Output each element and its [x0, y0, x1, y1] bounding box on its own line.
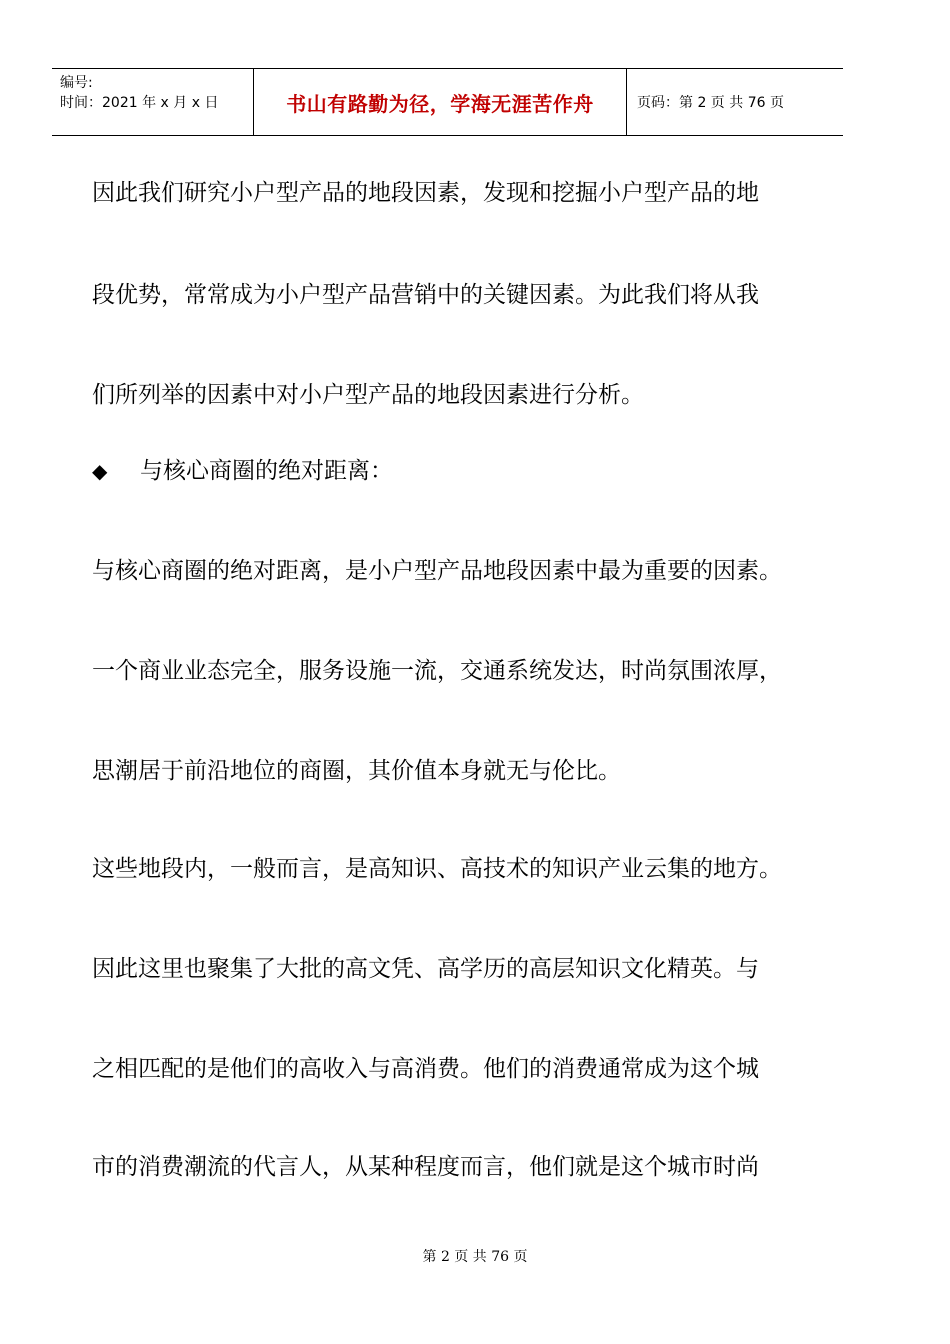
time-label: 时间：2021 年 x 月 x 日 — [60, 95, 219, 111]
diamond-bullet-icon: ◆ — [92, 459, 108, 483]
header-table — [52, 68, 843, 136]
number-label: 编号: — [60, 75, 93, 91]
body-line: 段优势，常常成为小户型产品营销中的关键因素。为此我们将从我 — [92, 282, 759, 308]
body-line: 一个商业业态完全，服务设施一流，交通系统发达，时尚氛围浓厚， — [92, 658, 782, 684]
body-line: 因此我们研究小户型产品的地段因素，发现和挖掘小户型产品的地 — [92, 180, 759, 206]
header-page-info: 页码：第 2 页 共 76 页 — [637, 95, 784, 111]
header-motto: 书山有路勤为径，学海无涯苦作舟 — [254, 69, 627, 135]
section-heading-text: 与核心商圈的绝对距离： — [140, 458, 393, 484]
section-heading — [92, 456, 393, 486]
body-line: 思潮居于前沿地位的商圈，其价值本身就无与伦比。 — [92, 758, 621, 784]
body-line: 因此这里也聚集了大批的高文凭、高学历的高层知识文化精英。与 — [92, 956, 759, 982]
body-line: 市的消费潮流的代言人，从某种程度而言，他们就是这个城市时尚 — [92, 1154, 759, 1180]
header-meta — [52, 69, 254, 135]
page-footer: 第 2 页 共 76 页 — [422, 1249, 528, 1265]
body-line: 这些地段内，一般而言，是高知识、高技术的知识产业云集的地方。 — [92, 856, 782, 882]
body-line: 们所列举的因素中对小户型产品的地段因素进行分析。 — [92, 382, 644, 408]
body-line: 之相匹配的是他们的高收入与高消费。他们的消费通常成为这个城 — [92, 1056, 759, 1082]
body-line: 与核心商圈的绝对距离，是小户型产品地段因素中最为重要的因素。 — [92, 558, 782, 584]
